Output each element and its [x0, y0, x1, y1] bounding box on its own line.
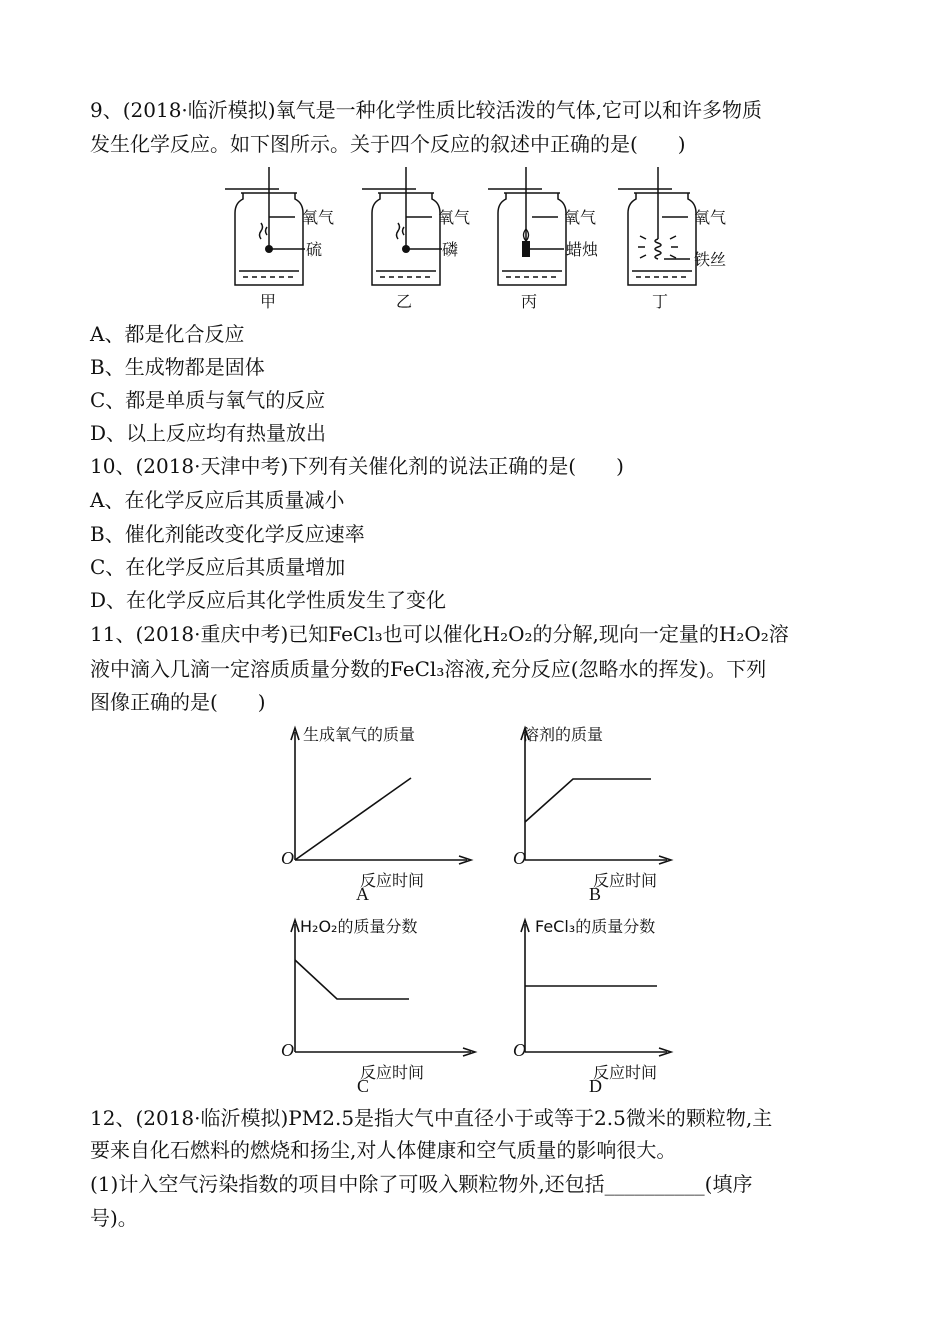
q11-stem-line3: 图像正确的是( )	[90, 690, 266, 714]
q12-part1-line2: 号)。	[90, 1206, 138, 1230]
q11-stem-line1: 11、(2018·重庆中考)已知FeCl₃也可以催化H₂O₂的分解,现向一定量的H₂O₂溶	[90, 622, 789, 646]
graph-a-origin: O	[281, 848, 294, 868]
graph-b	[505, 720, 735, 905]
jar4-caption: 丁	[652, 292, 669, 311]
graph-a-ylabel: 生成氧气的质量	[303, 725, 416, 744]
q12-stem-line1: 12、(2018·临沂模拟)PM2.5是指大气中直径小于或等于2.5微米的颗粒物,主	[90, 1106, 773, 1130]
graph-b-origin: O	[513, 848, 526, 868]
graph-c-line	[295, 960, 409, 999]
q10-option-c: C、在化学反应后其质量增加	[90, 555, 346, 579]
q9-option-b: B、生成物都是固体	[90, 355, 265, 379]
jar-candle	[488, 167, 566, 285]
graph-d-caption: D	[589, 1076, 602, 1096]
graph-c	[275, 912, 505, 1097]
q9-stem-line2: 发生化学反应。如下图所示。关于四个反应的叙述中正确的是( )	[90, 132, 686, 156]
q9-option-d: D、以上反应均有热量放出	[90, 421, 327, 445]
jar4-substance-label: 铁丝	[694, 250, 727, 269]
graph-d-xlabel: 反应时间	[593, 1063, 658, 1082]
graph-c-caption: C	[357, 1076, 370, 1096]
jar-sulfur	[225, 167, 305, 285]
jar1-caption: 甲	[260, 292, 277, 311]
jar-phosphorus	[362, 167, 442, 285]
graph-d-origin: O	[513, 1040, 526, 1060]
jar-iron-wire	[618, 167, 696, 285]
q12-stem-line2: 要来自化石燃料的燃烧和扬尘,对人体健康和空气质量的影响很大。	[90, 1138, 677, 1162]
q9-option-a: A、都是化合反应	[90, 322, 245, 346]
graph-b-ylabel: 溶剂的质量	[523, 725, 604, 744]
jar3-substance-label: 蜡烛	[566, 240, 599, 259]
graph-d-ylabel: FeCl₃的质量分数	[535, 917, 656, 936]
q9-jar-figure	[0, 165, 950, 315]
q9-option-c: C、都是单质与氧气的反应	[90, 388, 326, 412]
jar2-caption: 乙	[396, 292, 413, 311]
jar2-gas-label: 氧气	[438, 208, 471, 227]
graph-a	[275, 720, 505, 905]
jar4-gas-label: 氧气	[694, 208, 727, 227]
graph-b-line	[525, 779, 651, 822]
graph-b-xlabel: 反应时间	[593, 871, 658, 890]
q10-stem: 10、(2018·天津中考)下列有关催化剂的说法正确的是( )	[90, 454, 624, 478]
graph-c-origin: O	[281, 1040, 294, 1060]
jar2-substance-label: 磷	[442, 240, 459, 259]
jar1-gas-label: 氧气	[302, 208, 335, 227]
graph-d	[505, 912, 735, 1097]
graph-c-ylabel: H₂O₂的质量分数	[300, 917, 418, 936]
q10-option-d: D、在化学反应后其化学性质发生了变化	[90, 588, 447, 612]
jar1-substance-label: 硫	[306, 240, 323, 259]
q11-stem-line2: 液中滴入几滴一定溶质质量分数的FeCl₃溶液,充分反应(忽略水的挥发)。下列	[90, 657, 767, 681]
graph-a-xlabel: 反应时间	[360, 871, 425, 890]
graph-a-caption: A	[356, 884, 369, 904]
q9-stem-line1: 9、(2018·临沂模拟)氧气是一种化学性质比较活泼的气体,它可以和许多物质	[90, 98, 762, 122]
jar3-caption: 丙	[521, 292, 538, 311]
jar3-gas-label: 氧气	[564, 208, 597, 227]
q12-part1-line1: (1)计入空气污染指数的项目中除了可吸入颗粒物外,还包括__________(填序	[90, 1172, 753, 1196]
graph-a-line	[295, 778, 411, 860]
q10-option-a: A、在化学反应后其质量减小	[90, 488, 345, 512]
q10-option-b: B、催化剂能改变化学反应速率	[90, 522, 365, 546]
graph-c-xlabel: 反应时间	[360, 1063, 425, 1082]
graph-b-caption: B	[589, 884, 602, 904]
